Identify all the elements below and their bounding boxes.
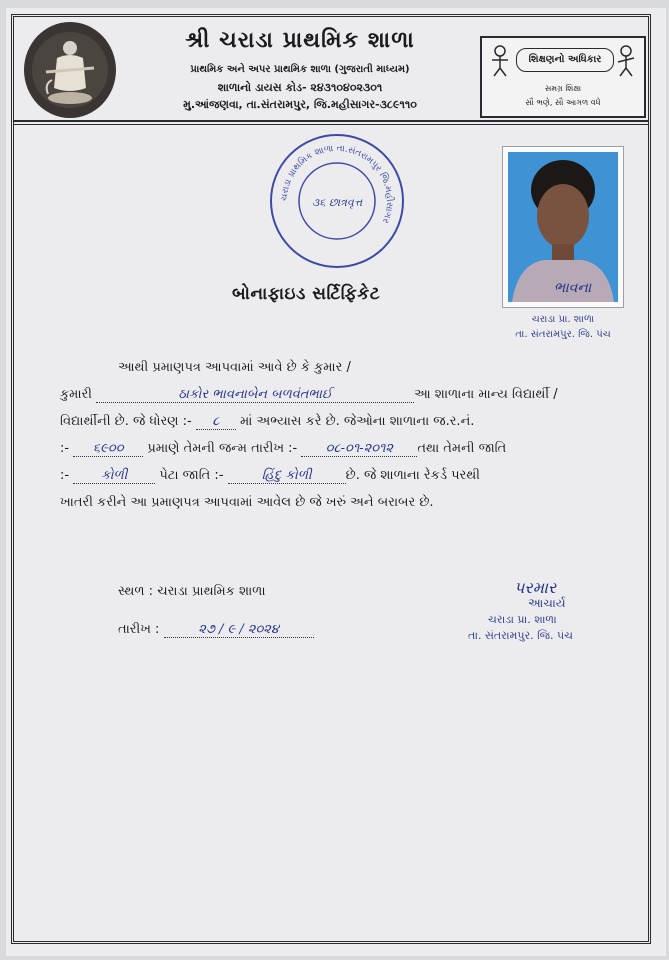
rte-badge: [480, 36, 646, 118]
caste-value: કોળી: [73, 468, 155, 484]
principal-stamp-line1: ચરાડા પ્રા. શાળા: [488, 613, 557, 626]
body-text: આ શાળાના માન્ય વિદ્યાર્થી /: [414, 387, 558, 402]
photo-stamp-line1: ચરાડા પ્રા. શાળા: [531, 314, 595, 325]
sub-caste-value: હિંદુ કોળી: [228, 468, 346, 484]
badge-subtitle: સમગ્ર શિક્ષા: [544, 84, 582, 93]
svg-text:ચરાડા પ્રાથમિક શાળા તા.સંતરામપ: [280, 144, 395, 225]
body-text: :-: [60, 468, 70, 483]
body-text: પેટા જાતિ :-: [159, 468, 224, 483]
body-text: પ્રમાણે તેમની જન્મ તારીખ :-: [147, 441, 298, 456]
body-text: કુમારી: [60, 387, 92, 402]
body-line-3: [60, 414, 474, 430]
body-text: છે. જે શાળાના રેકર્ડ પરથી: [345, 468, 480, 483]
header-divider: [14, 120, 648, 122]
body-line-1: આથી પ્રમાણપત્ર આપવામાં આવે છે કે કુમાર /: [118, 360, 351, 375]
school-type: પ્રાથમિક અને અપર પ્રાથમિક શાળા (ગુજરાતી માધ્યમ): [190, 64, 410, 75]
body-text: તથા તેમની જાતિ: [417, 441, 507, 456]
body-line-5: [60, 468, 480, 484]
saraswati-logo: [24, 22, 116, 118]
student-photo: [502, 146, 624, 308]
birth-date: ૦૮-૦૧-૨૦૧૨: [301, 441, 417, 457]
header-divider: [14, 124, 648, 125]
student-signature: ભાવના: [554, 280, 592, 296]
school-address: મુ.આંજણવા, તા.સંતરામપુર, જિ.મહીસાગર-૩૮૯૧૧૦: [183, 98, 417, 111]
student-name: ઠાકોર ભાવનાબેન બળવંતભાઈ: [96, 387, 414, 403]
body-line-6: ખાતરી કરીને આ પ્રમાણપત્ર આપવામાં આવેલ છે જે ખરું અને બરાબર છે.: [60, 495, 434, 510]
standard-value: ૮: [196, 414, 236, 430]
stamp-center-text: ૩૬ છાત્રવૃત્ત: [311, 196, 363, 209]
body-text: વિદ્યાર્થીની છે. જે ધોરણ :-: [60, 414, 192, 429]
certificate-title: બોનાફાઇડ સર્ટિફિકેટ: [232, 284, 381, 304]
date-label: તારીખ :: [118, 622, 160, 637]
principal-label: આચાર્ય: [528, 596, 566, 610]
principal-signature: પરમાર: [514, 578, 557, 597]
body-text: :-: [60, 441, 70, 456]
principal-stamp-line2: તા. સંતરામપુર. જિ. પંચ: [468, 629, 573, 642]
stamp-outer-text: ચરાડા પ્રાથમિક શાળા તા.સંતરામપુર જિ.મહીસાગર: [279, 143, 395, 225]
school-stamp: [266, 130, 408, 272]
badge-title: શિક્ષણનો અધિકાર: [516, 48, 614, 72]
date-row: [118, 622, 314, 638]
body-line-2: [60, 387, 558, 403]
place-label: સ્થળ : ચરાડા પ્રાથમિક શાળા: [118, 584, 266, 599]
issue-date: ૨૭ / ૯ / ૨૦૨૪: [164, 622, 314, 638]
school-name: શ્રી ચરાડા પ્રાથમિક શાળા: [185, 28, 415, 53]
child-figure-icon: [486, 44, 514, 78]
gr-number: ૬૯૦૦: [73, 441, 143, 457]
badge-slogan: સૌ ભણે, સૌ આગળ વધે: [525, 98, 601, 107]
child-figure-icon: [612, 44, 640, 78]
body-line-4: [60, 441, 506, 457]
dise-code: શાળાનો ડાયસ કોડ- ૨૪૩૧૦૪૦૨૩૦૧: [217, 81, 383, 94]
photo-stamp-line2: તા. સંતરામપુર. જિ. પંચ: [515, 329, 611, 340]
body-text: માં અભ્યાસ કરે છે. જેઓના શાળાના જ.ર.નં.: [240, 414, 475, 429]
